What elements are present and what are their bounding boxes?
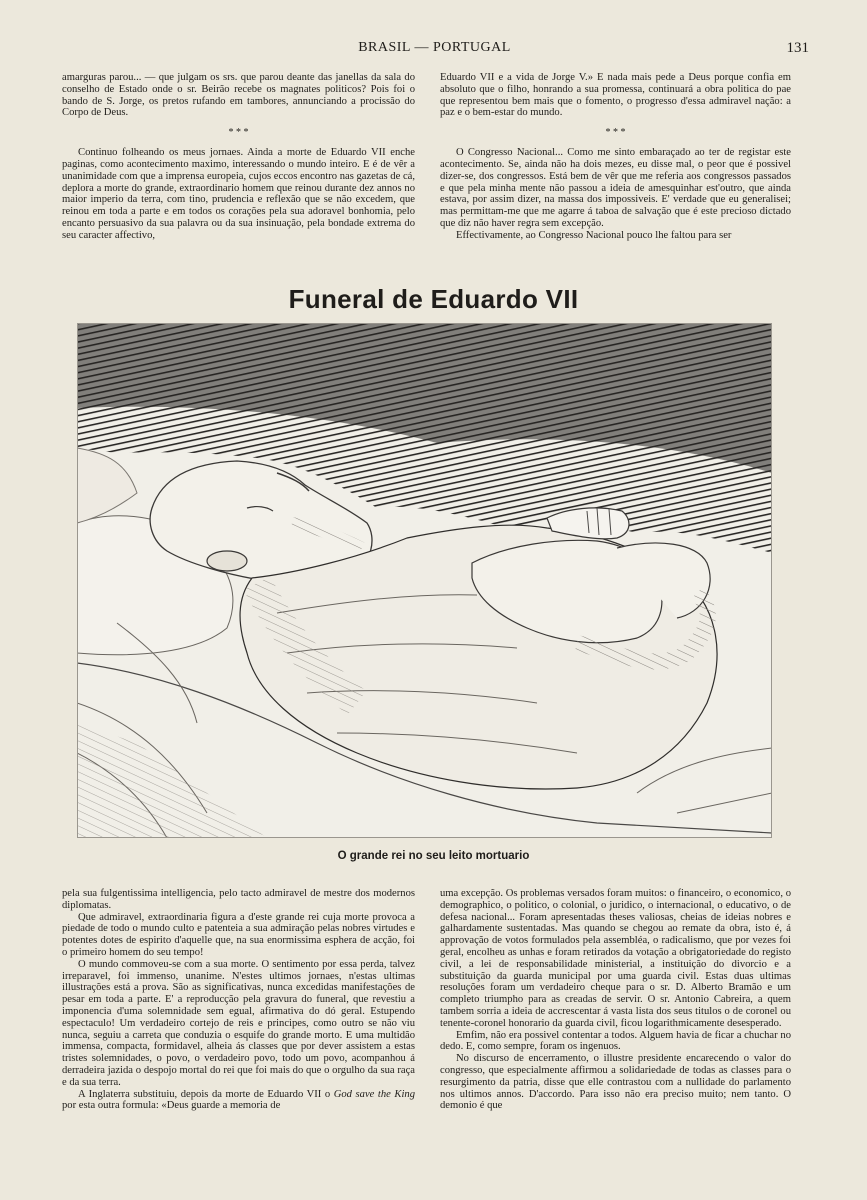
text-run: A Inglaterra substituiu, depois da morte de Eduardo VII o [78, 1088, 334, 1100]
paragraph: amarguras parou... — que julgam os srs. que parou deante das janellas da sala do conselho de Estado onde o sr. Beirão recebe os magnates politicos? Pois foi o bando de S. Jorge, os pretos rufando em tambores, annunciando a procissão do Corpo de Deus. [62, 72, 415, 119]
text-run: por esta outra formula: «Deus guarde a memoria de [62, 1100, 281, 1112]
paragraph [62, 1089, 415, 1113]
running-title: BRASIL — PORTUGAL [358, 40, 511, 55]
column-bottom-left [62, 888, 415, 1112]
column-top-right [440, 72, 791, 242]
illustration-caption: O grande rei no seu leito mortuario [337, 850, 530, 862]
paragraph: O Congresso Nacional... Como me sinto embaraçado ao ter de registar este acontecimento. Se, ainda não ha dois mezes, eu disse mal, o peor que é possivel dizer-se, dos congressos. Está bem de vêr que me referia aos congressos passados e que pela minha mente não passou a ideia de amesquinhar est'outro, que ainda estava, por assim dizer, na massa dos impossiveis. E' verdade que eu generalisei; mas permittam-me que me agarre á taboa de salvação que é este precioso dictado que diz não haver regra sem excepção. [440, 147, 791, 229]
paragraph: O mundo commoveu-se com a sua morte. O sentimento por essa perda, talvez irreparavel, foi immenso, unanime. N'estes ultimos jornaes, n'estas ultimas illustrações está a prova. São as significativas, nunca excedidas manifestações de pesar em toda a parte. E' a reproducção pela gravura do funeral, que revestiu a imponencia d'uma solemnidade sem egual, afirmativa do dó geral. Estupendo espectaculo! Um verdadeiro cortejo de reis e principes, como outro se não viu nunca, seguiu a carreta que conduzia o esquife do grande morto. E uma multidão immensa, compacta, formidavel, alheia ás classes que por dever assistem a estas tristes solemnidades, o povo, o verdadeiro povo, todo um povo, acompanhou á derradeira jazida o despojo mortal do rei que foi mais do que o orgulho da sua raça e da sua terra. [62, 958, 415, 1088]
italic-phrase: God save the King [333, 1088, 415, 1100]
paragraph: pela sua fulgentissima intelligencia, pelo tacto admiravel de mestre dos modernos diplomatas. [62, 888, 415, 911]
paragraph: Que admiravel, extraordinaria figura a d'este grande rei cuja morte provoca a piedade de todo o mundo culto e patenteia a sua admiração pelas nobres virtudes e potentes dotes de espirito d'aquelle que, na sua enormissima esphera de acção, foi o primeiro homem do seu tempo! [62, 911, 415, 958]
paragraph: Effectivamente, ao Congresso Nacional pouco lhe faltou para ser [456, 229, 732, 241]
section-separator: * * * [605, 127, 626, 139]
illustration-king-deathbed [77, 323, 772, 838]
page-header [60, 40, 809, 60]
paragraph: Emfim, não era possivel contentar a todos. Alguem havia de ficar a chuchar no dedo. E, como sempre, foram os ingenuos. [440, 1029, 791, 1053]
paragraph: Eduardo VII e a vida de Jorge V.» E nada mais pede a Deus porque confia em absoluto que o filho, honrando a sua promessa, continuará a obra politica do pae que representou bem mais que o fomento, o progresso d'essa admiravel nação: a paz e o bem-estar do mundo. [440, 72, 791, 119]
article-headline: Funeral de Eduardo VII [288, 284, 579, 314]
paragraph: Continuo folheando os meus jornaes. Ainda a morte de Eduardo VII enche paginas, como acontecimento maximo, interessando o mundo inteiro. E é de vêr a unanimidade com que a imprensa europeia, cujos eccos encontro nas gazetas de cá, deplora a morte do grande, extraordinario homem que reinou durante dez annos no maior imperio da terra, com tino, prudencia e reflexão que se não excedem, que reinou em toda a parte e em todos os corações pela sua adoravel bonhomia, pelo encanto persuasivo da sua palavra ou da sua insinuação, pela bondade extrema do seu caracter affectivo, [62, 147, 415, 241]
page-number: 131 [786, 40, 809, 56]
paragraph: No discurso de encerramento, o illustre presidente encarecendo o valor do congresso, que especialmente affirmou a solidariedade de todas as classes para o resurgimento da patria, disse que elle contrastou com a nullidade do parlamento nos ultimos annos. D'accordo. Para isso não era preciso muito; nem tanto. O demonio é que [440, 1053, 791, 1112]
column-bottom-right [440, 888, 791, 1112]
column-top-left [62, 72, 415, 242]
section-separator: * * * [228, 127, 249, 139]
paragraph: uma excepção. Os problemas versados foram muitos: o financeiro, o economico, o demographico, o politico, o colonial, o juridico, o internacional, o educativo, o de defesa nacional... Foram apresentadas theses valiosas, cheias de ideias nobres e galhardamente sustentadas. Mas quando se chegou ao remate da obra, isto é, á approvação de votos formulados pela assembléa, o radicalismo, que por vezes foi geral, encolheu as unhas e foram retirados da votação a obrigatoriedade do registo civil, a lei de responsabilidade ministerial, a instituição do divorcio e a substituição da guarda municipal por uma guarda civil. Estas duas ultimas resoluções foram um verdadeiro cheque para o sr. D. Alberto Bramão e um completo triumpho para as creadas de servir. O sr. Antonio Cabreira, a quem tambem sorria a ideia de accrescentar á vasta lista dos seus titulos o de coronel ou tenente-coronel honorario da guarda civil, ficou logarithmicamente desesperado. [440, 888, 791, 1029]
